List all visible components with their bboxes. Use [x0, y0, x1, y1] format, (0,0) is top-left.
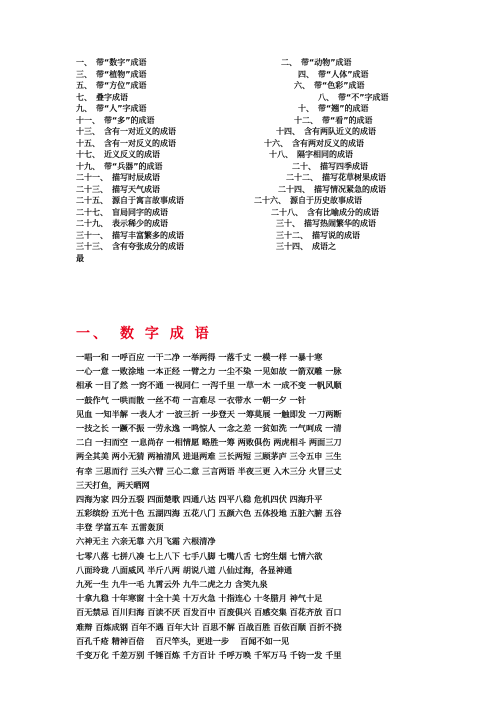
toc-item-left[interactable]: 一、 带“数字”成语	[76, 58, 147, 67]
toc-item-right[interactable]: 十八、 隔字相同的成语	[269, 150, 353, 159]
toc-item-right[interactable]: 六、 带“色彩”成语	[294, 81, 365, 90]
toc-item-right[interactable]: 二十六、 源自于历史故事成语	[254, 196, 362, 205]
toc-row	[76, 230, 436, 242]
toc-row	[76, 149, 436, 161]
toc-item-left[interactable]: 三十一、 描写丰富繁多的成语	[76, 230, 184, 240]
text-line: 四海为家 四分五裂 四面楚歌 四通八达 四平八稳 危机四伏 四海升平	[76, 493, 323, 504]
toc-row	[76, 126, 436, 138]
toc-row	[76, 57, 436, 69]
text-line: 十拿九稳 十年寒窗 十全十美 十万火急 十指连心 十冬腊月 神气十足	[76, 593, 323, 604]
text-line: 七零八落 七拼八凑 七上八下 七手八脚 七嘴八舌 七窍生烟 七情六欲	[76, 550, 323, 561]
toc-row	[76, 218, 436, 230]
text-line: 有幸 三思而行 三头六臂 三心二意 三言两语 半夜三更 入木三分 火冒三丈	[76, 465, 342, 476]
toc-item-left[interactable]: 二十七、 盲局同字的成语	[76, 207, 168, 217]
toc-item-right[interactable]: 十四、 含有两队近义的成语	[276, 127, 376, 136]
toc-row	[76, 172, 436, 184]
toc-item-right[interactable]: 二十、 描写四季成语	[292, 161, 368, 171]
toc-item-right[interactable]: 二十八、 含有比喻成分的成语	[271, 207, 379, 217]
idiom-body-text	[76, 350, 426, 662]
toc-item-right[interactable]: 三十四、 成语之	[276, 242, 336, 251]
text-line: 百孔千疮 精神百倍 百尺竿头，更进一步 百闻不如一见	[76, 635, 290, 646]
text-line: 一唱一和 一呼百应 一干二净 一举两得 一落千丈 一模一样 一暴十寒	[76, 352, 323, 362]
toc-row	[76, 103, 436, 115]
toc-item-left[interactable]: 二十五、 源自于寓言故事成语	[76, 196, 184, 205]
text-line: 丰登 学富五车 五雷轰顶	[76, 522, 164, 533]
toc-item-right[interactable]: 三十二、 描写说的成语	[276, 230, 360, 240]
toc-item-left[interactable]: 二十三、 描写天气成语	[76, 184, 160, 194]
toc-row	[76, 69, 436, 81]
toc-item-right[interactable]: 八、 带“不”字成语	[318, 92, 389, 102]
toc-item-left[interactable]: 五、 带“方位”成语	[76, 81, 147, 90]
text-line: 六神无主 六亲无靠 六月飞霜 六根清净	[76, 536, 216, 547]
toc-item-right[interactable]: 二十四、 描写情况紧急的成语	[278, 184, 386, 194]
toc-item-left[interactable]: 十九、 带“兵器”的成语	[76, 161, 163, 171]
table-of-contents	[76, 57, 436, 264]
toc-item-right[interactable]: 十六、 含有两对反义的成语	[264, 138, 364, 148]
toc-item-right[interactable]: 十二、 带“看”的成语	[294, 115, 373, 125]
text-line: 一技之长 一蹶不振 一劳永逸 一鸣惊人 一念之差 一贫如洗 一气呵成 一清	[76, 422, 342, 433]
text-line: 千变万化 千差万别 千锤百炼 千方百计 千呼万唤 千军万马 千钧一发 千里	[76, 649, 342, 660]
text-line: 五彩缤纷 五光十色 五湖四海 五花八门 五颜六色 五体投地 五脏六腑 五谷	[76, 508, 342, 519]
toc-row	[76, 161, 436, 173]
toc-row	[76, 138, 436, 150]
text-line: 三天打鱼，两天晒网	[76, 479, 150, 490]
toc-row	[76, 207, 436, 219]
text-line: 一心一意 一败涂地 一本正经 一臂之力 一尘不染 一见如故 一箭双雕 一脉	[76, 366, 342, 377]
toc-item-right[interactable]: 二、 带“动物”成语	[281, 58, 352, 67]
toc-item-left[interactable]: 七、 叠字成语	[76, 92, 128, 102]
toc-item-left[interactable]: 十三、 含有一对近义的成语	[76, 127, 176, 136]
toc-item-left[interactable]: 九、 带“人”字成语	[76, 104, 147, 113]
section-title: 一、 数 字 成 语	[76, 326, 212, 342]
text-line: 见血 一知半解 一表人才 一波三折 一步登天 一筹莫展 一触即发 一刀两断	[76, 408, 342, 419]
toc-row	[76, 115, 436, 127]
toc-item-left[interactable]: 二十一、 描写时辰成语	[76, 173, 160, 182]
toc-item-right[interactable]: 四、 带“人体”成语	[298, 69, 369, 79]
text-line: 二白 一扫而空 一息尚存 一相情愿 略胜一筹 两败俱伤 两虎相斗 两面三刀	[76, 437, 342, 448]
text-line: 八面玲珑 八面威风 半斤八两 胡说八道 八仙过海，各显神通	[76, 564, 293, 575]
toc-item-left[interactable]: 三、 带“植物”成语	[76, 69, 147, 79]
toc-item-right[interactable]: 二十二、 描写花草树果成语	[286, 173, 386, 182]
toc-row	[76, 195, 436, 207]
toc-row	[76, 241, 436, 253]
toc-item-left[interactable]: 最	[76, 253, 84, 263]
text-line: 一鼓作气 一哄而散 一丝不苟 一言难尽 一衣带水 一朝一夕 一针	[76, 394, 306, 405]
toc-item-left[interactable]: 二十九、 表示稀少的成语	[76, 219, 168, 228]
text-line: 百无禁忌 百川归海 百读不厌 百发百中 百废俱兴 百感交集 百花齐放 百口	[76, 607, 342, 618]
text-line: 相承 一目了然 一窍不通 一视同仁 一泻千里 一草一木 一成不变 一帆风顺	[76, 380, 342, 391]
toc-item-left[interactable]: 十一、 带“多”的成语	[76, 115, 155, 125]
toc-row	[76, 92, 436, 104]
text-line: 难辩 百炼成钢 百年不遇 百年大计 百思不解 百战百胜 百依百顺 百折不挠	[76, 621, 342, 632]
toc-item-left[interactable]: 十五、 含有一对反义的成语	[76, 138, 176, 148]
toc-item-left[interactable]: 三十三、 含有夸张成分的成语	[76, 242, 184, 251]
toc-row	[76, 253, 436, 265]
text-line: 两全其美 两小无猜 两袖清风 进退两难 三长两短 三顾茅庐 三令五申 三生	[76, 451, 342, 462]
toc-item-right[interactable]: 三十、 描写热闹繁华的成语	[276, 219, 376, 228]
text-line: 九死一生 九牛一毛 九霄云外 九牛二虎之力 含笑九泉	[76, 579, 268, 589]
toc-row	[76, 184, 436, 196]
toc-row	[76, 80, 436, 92]
toc-item-right[interactable]: 十、 带“翘”的成语	[298, 104, 369, 113]
toc-item-left[interactable]: 十七、 近义反义的成语	[76, 150, 160, 159]
